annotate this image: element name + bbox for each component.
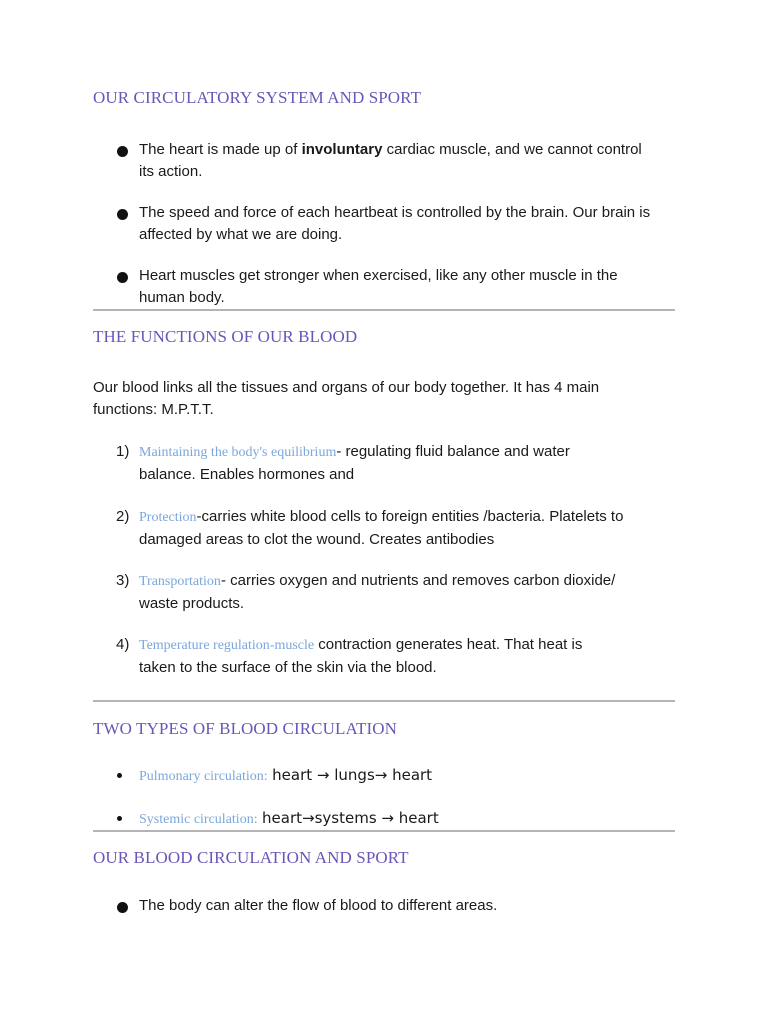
intro-paragraph: Our blood links all the tissues and organs of our body together. It has 4 main functions: M.P.T.T. bbox=[93, 379, 600, 418]
item-text: Protection-carries white blood cells to foreign entities /bacteria. Platelets to damaged areas to clot the wound. Creates antibodies bbox=[139, 508, 624, 548]
item-text: Transportation- carries oxygen and nutrients and removes carbon dioxide/ waste products. bbox=[139, 572, 616, 612]
section-heading-circulatory-system: OUR CIRCULATORY SYSTEM AND SPORT bbox=[93, 88, 422, 107]
bullet-icon bbox=[117, 902, 128, 913]
item-number: 4) bbox=[116, 636, 130, 653]
bullet-icon bbox=[117, 773, 122, 778]
section-heading-circulation-sport: OUR BLOOD CIRCULATION AND SPORT bbox=[93, 848, 409, 867]
bullet-text: The body can alter the flow of blood to different areas. bbox=[139, 897, 498, 914]
item-text: Maintaining the body's equilibrium- regulating fluid balance and water balance. Enables hormones and bbox=[139, 443, 570, 483]
bullet-text: Heart muscles get stronger when exercised, like any other muscle in the human body. bbox=[139, 267, 618, 306]
bullet-text: Pulmonary circulation: heart → lungs→ heart bbox=[139, 766, 433, 784]
bullet-text: Systemic circulation: heart→systems → heart bbox=[139, 809, 439, 827]
term: Temperature regulation-muscle bbox=[139, 638, 315, 653]
item-number: 3) bbox=[116, 572, 130, 589]
bullet-icon bbox=[117, 209, 128, 220]
divider bbox=[93, 830, 675, 832]
section-heading-circulation-types: TWO TYPES OF BLOOD CIRCULATION bbox=[93, 719, 397, 738]
term: Systemic circulation: bbox=[139, 812, 258, 827]
section-heading-blood-functions: THE FUNCTIONS OF OUR BLOOD bbox=[93, 327, 358, 346]
term: Pulmonary circulation: bbox=[139, 769, 268, 784]
bullet-text: The speed and force of each heartbeat is controlled by the brain. Our brain is affected by what we are doing. bbox=[139, 204, 651, 243]
bullet-icon bbox=[117, 146, 128, 157]
term: Transportation bbox=[139, 574, 221, 589]
divider bbox=[93, 309, 675, 311]
item-number: 2) bbox=[116, 508, 130, 525]
item-text: Temperature regulation-muscle contraction generates heat. That heat is taken to the surface of the skin via the blood. bbox=[139, 636, 583, 676]
bullet-icon bbox=[117, 272, 128, 283]
divider bbox=[93, 700, 675, 702]
bullet-icon bbox=[117, 816, 122, 821]
bullet-text: The heart is made up of involuntary cardiac muscle, and we cannot control its action. bbox=[139, 141, 642, 180]
item-number: 1) bbox=[116, 443, 130, 460]
term: Protection bbox=[139, 510, 197, 525]
term: Maintaining the body's equilibrium bbox=[139, 445, 337, 460]
